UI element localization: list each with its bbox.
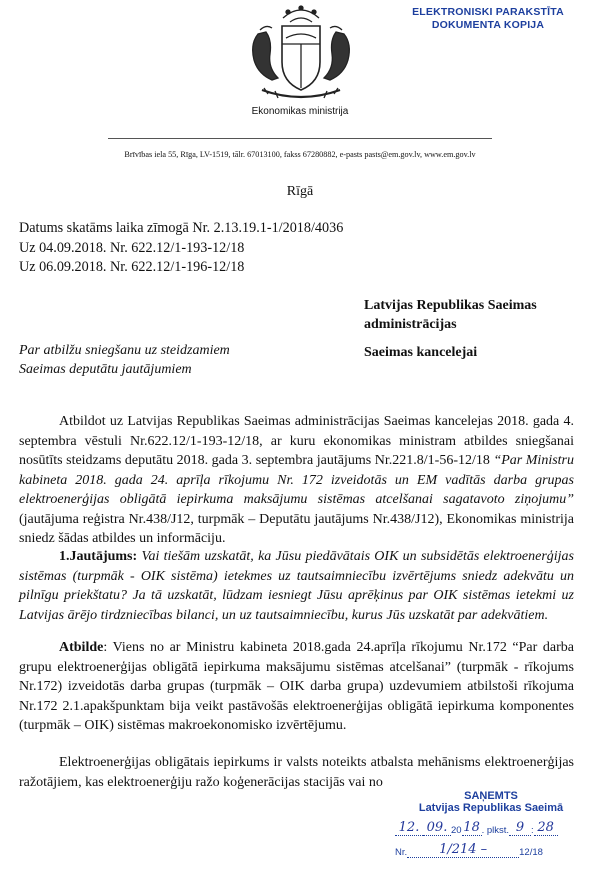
reference-line: Uz 04.09.2018. Nr. 622.12/1-193-12/18 [19,239,245,256]
certified-copy-stamp [388,6,588,32]
received-number: 1/214 – [407,842,519,858]
received-number-row [395,842,587,858]
coat-of-arms-icon [238,4,364,108]
received-number-suffix: 12/18 [519,847,543,858]
received-time-label: plkst. [486,825,510,836]
received-hour: 9 [509,820,531,836]
received-month: 09. [423,820,451,836]
recipient-line2: administrācijas [364,317,457,332]
received-stamp-org: Latvijas Republikas Saeimā [418,802,564,814]
intro-text: Atbildot uz Latvijas Republikas Saeimas administrācijas Saeimas kancelejas 2018. gada 4. septembra vēstuli Nr.622.12/1-193-12/18, ar kuru ekonomikas ministram atbildes sniegšanai nosūtīts steidzams deputātu 2018. gada 3. septembra jautājums Nr.221.8/1-56-12/18 [19,414,574,468]
recipient-block [364,296,537,362]
continued-text: Elektroenerģijas obligātais iepirkums ir valsts noteikts atbalsta mehānisms elektroenerģijas ražotājiem, kas elektroenerģiju ražo koģenerācijas stacijās vai no [19,755,574,790]
received-stamp [395,790,587,858]
question-text: Vai tiešām uzskatāt, ka Jūsu piedāvātais OIK un subsidētās elektroenerģijas sistēmas (turpmāk - OIK sistēma) ietekmes uz tautsaimniecību izvērtējums sniedz adekvātu un pilnīgu priekštatu? Ja tā uzskatāt, lūdzam iesniegt Jūsu aprēķinus par OIK sistēmas ietekmi uz Latvijas ārējo tirdzniecības bilanci, un uz tautsaimniecību, kurus Jūs uzskatāt par adekvātiem. [19,549,574,623]
recipient-line1: Latvijas Republikas Saeimas [364,298,537,313]
ministry-address: Brīvības iela 55, Rīga, LV-1519, tālr. 67013100, fakss 67280882, e-pasts pasts@em.gov.lv, www.em.gov.lv [124,150,476,159]
answer-text: : Viens no ar Ministru kabineta 2018.gada 24.aprīļa rīkojumu Nr.172 “Par darba grupu elektroenerģijas obligātā iepirkuma maksājumu sistēmas atcelšanai” (turpmāk - rīkojums Nr.172) izveidotās darba grupas (turpmāk – OIK darba grupa) uzdevumiem atbilstoši rīkojuma Nr.172 2.1.apakšpunktam bija veikt pastāvošās elektroenerģijas obligātā iepirkuma komponentes (turpmāk – OIK) sistēmas makroekonomisko izvērtējumu. [19,640,574,733]
intro-text-end: (jautājuma reģistra Nr.438/J12, turpmāk – Deputātu jautājums Nr.438/J12), Ekonomikas ministrija sniedz šādas atbildes un informāciju. [19,511,574,546]
received-minute: 28 [534,820,558,836]
reference-line: Uz 06.09.2018. Nr. 622.12/1-196-12/18 [19,259,245,275]
body-paragraph-intro [19,412,574,549]
answer-paragraph [19,638,574,736]
subject-block [19,341,230,379]
received-stamp-title: SAŅEMTS [464,790,518,802]
intro-quoted-title: “Par Ministru kabineta 2018. gada 24. aprīļa rīkojumu Nr. 172 izveidotās un EM vadītās darba grupas elektroenerģijas obligātā iepirkuma maksājumu sistēmas atcelšanai sagatavoto ziņojumu” [19,453,575,507]
recipient-line3: Saeimas kancelejai [364,345,478,360]
received-no-label: Nr. [395,847,408,858]
ministry-name: Ekonomikas ministrija [251,106,349,117]
received-year: 18 [463,820,480,835]
received-day: 12. [395,820,423,836]
received-year-prefix: 20 [451,825,462,836]
question-label: 1.Jautājums: [59,549,138,564]
certified-stamp-line2: DOKUMENTA KOPIJA [431,19,545,31]
subject-line2: Saeimas deputātu jautājumiem [19,362,192,377]
answer-label: Atbilde [59,640,104,655]
reference-line: Datums skatāms laika zīmogā Nr. 2.13.19.1-1/2018/4036 [19,220,344,236]
subject-line1: Par atbilžu sniegšanu uz steidzamiem [19,343,230,358]
city-name: Rīgā [286,184,314,199]
received-date-row: 12. 09. 20 18 . plkst. 9 : 28 [395,820,587,836]
certified-stamp-line1: ELEKTRONISKI PARAKSTĪTA [412,6,564,18]
question-paragraph [19,547,574,625]
document-references [19,219,343,278]
body-paragraph-continued [19,753,574,792]
header-divider [108,138,492,139]
